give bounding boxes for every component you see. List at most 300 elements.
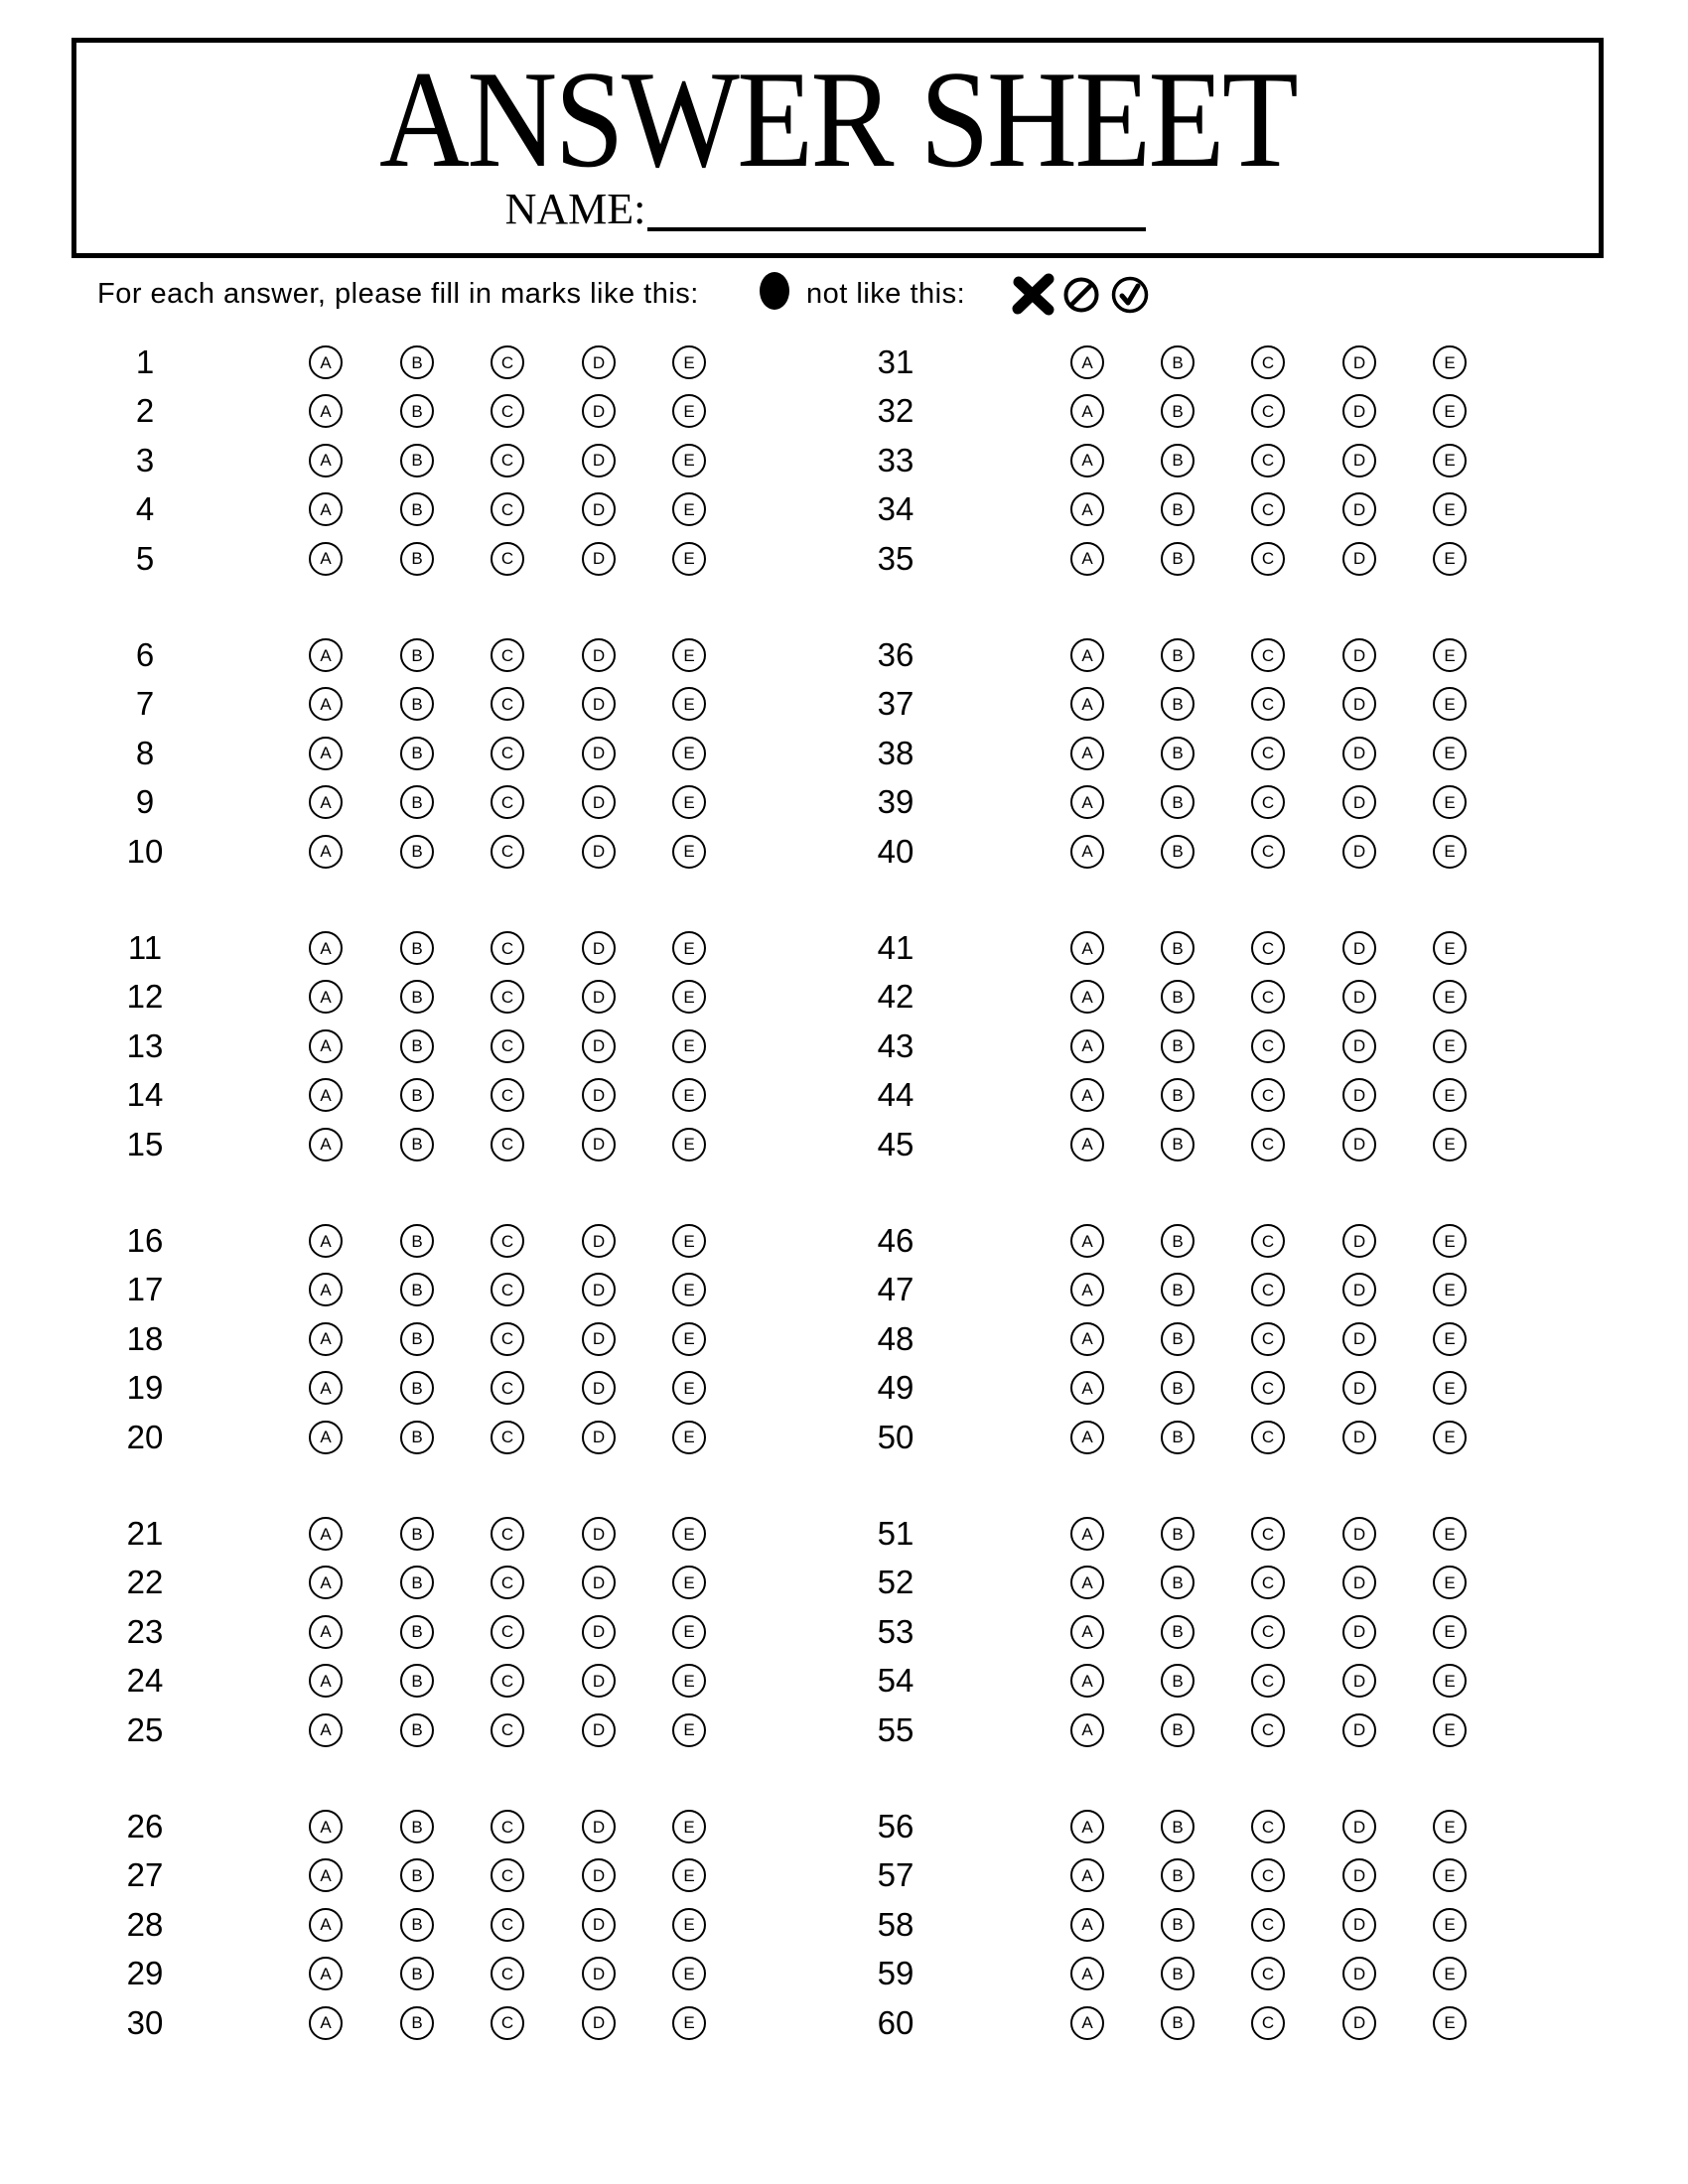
bubble-b[interactable]: B	[1161, 687, 1195, 721]
bubble-d[interactable]: D	[582, 835, 616, 869]
bubble-d[interactable]: D	[1342, 1273, 1376, 1306]
bubble-c[interactable]: C	[491, 1810, 524, 1843]
bubble-d[interactable]: D	[582, 1029, 616, 1063]
bubble-b[interactable]: B	[400, 1322, 434, 1356]
bubble-d[interactable]: D	[582, 444, 616, 478]
bubble-c[interactable]: C	[1251, 542, 1285, 576]
bubble-a[interactable]: A	[1070, 1517, 1104, 1551]
bubble-a[interactable]: A	[1070, 1858, 1104, 1892]
bubble-b[interactable]: B	[400, 542, 434, 576]
bubble-c[interactable]: C	[1251, 1810, 1285, 1843]
bubble-c[interactable]: C	[491, 1322, 524, 1356]
bubble-e[interactable]: E	[672, 1273, 706, 1306]
bubble-b[interactable]: B	[400, 1128, 434, 1161]
bubble-b[interactable]: B	[400, 638, 434, 672]
bubble-c[interactable]: C	[491, 1371, 524, 1405]
bubble-d[interactable]: D	[1342, 835, 1376, 869]
bubble-d[interactable]: D	[1342, 1322, 1376, 1356]
bubble-e[interactable]: E	[672, 1908, 706, 1942]
bubble-d[interactable]: D	[582, 1713, 616, 1747]
bubble-c[interactable]: C	[491, 931, 524, 965]
bubble-b[interactable]: B	[1161, 1128, 1195, 1161]
bubble-a[interactable]: A	[1070, 394, 1104, 428]
bubble-c[interactable]: C	[1251, 785, 1285, 819]
bubble-e[interactable]: E	[672, 1029, 706, 1063]
bubble-c[interactable]: C	[1251, 638, 1285, 672]
bubble-e[interactable]: E	[1433, 638, 1467, 672]
bubble-d[interactable]: D	[1342, 1566, 1376, 1599]
bubble-e[interactable]: E	[672, 1517, 706, 1551]
bubble-b[interactable]: B	[1161, 737, 1195, 770]
bubble-a[interactable]: A	[309, 1566, 343, 1599]
bubble-d[interactable]: D	[582, 2006, 616, 2040]
bubble-b[interactable]: B	[1161, 2006, 1195, 2040]
bubble-d[interactable]: D	[582, 1957, 616, 1990]
bubble-b[interactable]: B	[400, 2006, 434, 2040]
bubble-c[interactable]: C	[491, 2006, 524, 2040]
bubble-b[interactable]: B	[400, 1957, 434, 1990]
bubble-e[interactable]: E	[1433, 1322, 1467, 1356]
bubble-a[interactable]: A	[309, 980, 343, 1014]
bubble-b[interactable]: B	[400, 345, 434, 379]
bubble-a[interactable]: A	[309, 1322, 343, 1356]
bubble-e[interactable]: E	[1433, 737, 1467, 770]
bubble-a[interactable]: A	[309, 1908, 343, 1942]
bubble-d[interactable]: D	[582, 1517, 616, 1551]
bubble-a[interactable]: A	[1070, 1273, 1104, 1306]
bubble-e[interactable]: E	[672, 1810, 706, 1843]
bubble-c[interactable]: C	[1251, 444, 1285, 478]
bubble-c[interactable]: C	[491, 1858, 524, 1892]
bubble-a[interactable]: A	[1070, 1615, 1104, 1649]
bubble-b[interactable]: B	[400, 931, 434, 965]
bubble-b[interactable]: B	[1161, 1371, 1195, 1405]
bubble-b[interactable]: B	[1161, 931, 1195, 965]
bubble-e[interactable]: E	[672, 1224, 706, 1258]
bubble-a[interactable]: A	[309, 1421, 343, 1454]
bubble-d[interactable]: D	[1342, 1078, 1376, 1112]
bubble-a[interactable]: A	[1070, 444, 1104, 478]
bubble-e[interactable]: E	[1433, 1421, 1467, 1454]
bubble-b[interactable]: B	[1161, 785, 1195, 819]
bubble-d[interactable]: D	[582, 394, 616, 428]
bubble-a[interactable]: A	[1070, 687, 1104, 721]
bubble-c[interactable]: C	[491, 444, 524, 478]
bubble-d[interactable]: D	[1342, 492, 1376, 526]
bubble-d[interactable]: D	[1342, 785, 1376, 819]
bubble-d[interactable]: D	[1342, 687, 1376, 721]
bubble-a[interactable]: A	[1070, 542, 1104, 576]
bubble-e[interactable]: E	[672, 638, 706, 672]
bubble-c[interactable]: C	[1251, 737, 1285, 770]
bubble-e[interactable]: E	[672, 345, 706, 379]
bubble-c[interactable]: C	[491, 687, 524, 721]
bubble-d[interactable]: D	[1342, 1713, 1376, 1747]
bubble-e[interactable]: E	[672, 1615, 706, 1649]
bubble-e[interactable]: E	[1433, 542, 1467, 576]
bubble-d[interactable]: D	[582, 1273, 616, 1306]
bubble-c[interactable]: C	[491, 1566, 524, 1599]
bubble-b[interactable]: B	[1161, 1810, 1195, 1843]
bubble-a[interactable]: A	[309, 2006, 343, 2040]
bubble-a[interactable]: A	[1070, 1810, 1104, 1843]
bubble-c[interactable]: C	[491, 1029, 524, 1063]
bubble-d[interactable]: D	[1342, 2006, 1376, 2040]
bubble-b[interactable]: B	[400, 1029, 434, 1063]
bubble-a[interactable]: A	[1070, 1029, 1104, 1063]
bubble-e[interactable]: E	[1433, 785, 1467, 819]
bubble-a[interactable]: A	[309, 1128, 343, 1161]
bubble-d[interactable]: D	[1342, 1615, 1376, 1649]
bubble-c[interactable]: C	[1251, 1908, 1285, 1942]
bubble-d[interactable]: D	[1342, 931, 1376, 965]
bubble-a[interactable]: A	[1070, 1664, 1104, 1698]
bubble-b[interactable]: B	[400, 980, 434, 1014]
bubble-b[interactable]: B	[1161, 1078, 1195, 1112]
bubble-a[interactable]: A	[1070, 345, 1104, 379]
bubble-d[interactable]: D	[1342, 1421, 1376, 1454]
bubble-e[interactable]: E	[1433, 1858, 1467, 1892]
bubble-b[interactable]: B	[400, 1273, 434, 1306]
bubble-e[interactable]: E	[1433, 1029, 1467, 1063]
bubble-a[interactable]: A	[1070, 1421, 1104, 1454]
bubble-e[interactable]: E	[1433, 1371, 1467, 1405]
bubble-b[interactable]: B	[400, 1224, 434, 1258]
bubble-e[interactable]: E	[1433, 1273, 1467, 1306]
bubble-a[interactable]: A	[1070, 737, 1104, 770]
bubble-d[interactable]: D	[1342, 980, 1376, 1014]
bubble-c[interactable]: C	[491, 638, 524, 672]
bubble-a[interactable]: A	[309, 687, 343, 721]
bubble-d[interactable]: D	[582, 737, 616, 770]
bubble-b[interactable]: B	[400, 394, 434, 428]
bubble-c[interactable]: C	[491, 1273, 524, 1306]
bubble-d[interactable]: D	[582, 542, 616, 576]
bubble-d[interactable]: D	[1342, 1371, 1376, 1405]
bubble-d[interactable]: D	[582, 1566, 616, 1599]
bubble-a[interactable]: A	[1070, 980, 1104, 1014]
bubble-a[interactable]: A	[309, 394, 343, 428]
bubble-e[interactable]: E	[1433, 1810, 1467, 1843]
bubble-d[interactable]: D	[582, 1224, 616, 1258]
bubble-d[interactable]: D	[1342, 1810, 1376, 1843]
bubble-d[interactable]: D	[1342, 737, 1376, 770]
bubble-d[interactable]: D	[582, 687, 616, 721]
bubble-b[interactable]: B	[1161, 1908, 1195, 1942]
bubble-c[interactable]: C	[1251, 1517, 1285, 1551]
bubble-b[interactable]: B	[1161, 1029, 1195, 1063]
bubble-b[interactable]: B	[1161, 492, 1195, 526]
bubble-b[interactable]: B	[400, 1371, 434, 1405]
bubble-a[interactable]: A	[1070, 1957, 1104, 1990]
bubble-b[interactable]: B	[400, 1858, 434, 1892]
bubble-c[interactable]: C	[1251, 835, 1285, 869]
bubble-d[interactable]: D	[1342, 1128, 1376, 1161]
bubble-b[interactable]: B	[400, 1664, 434, 1698]
bubble-b[interactable]: B	[1161, 1957, 1195, 1990]
bubble-c[interactable]: C	[491, 1713, 524, 1747]
bubble-c[interactable]: C	[1251, 345, 1285, 379]
bubble-a[interactable]: A	[309, 1273, 343, 1306]
bubble-e[interactable]: E	[1433, 1615, 1467, 1649]
bubble-c[interactable]: C	[1251, 687, 1285, 721]
bubble-c[interactable]: C	[491, 1078, 524, 1112]
bubble-a[interactable]: A	[309, 1810, 343, 1843]
bubble-b[interactable]: B	[1161, 835, 1195, 869]
bubble-d[interactable]: D	[582, 1615, 616, 1649]
bubble-d[interactable]: D	[1342, 1664, 1376, 1698]
bubble-a[interactable]: A	[1070, 638, 1104, 672]
bubble-a[interactable]: A	[309, 1517, 343, 1551]
bubble-e[interactable]: E	[1433, 394, 1467, 428]
bubble-b[interactable]: B	[1161, 980, 1195, 1014]
bubble-e[interactable]: E	[672, 1128, 706, 1161]
bubble-a[interactable]: A	[1070, 1078, 1104, 1112]
bubble-c[interactable]: C	[491, 1224, 524, 1258]
bubble-b[interactable]: B	[1161, 1421, 1195, 1454]
bubble-a[interactable]: A	[309, 1713, 343, 1747]
bubble-a[interactable]: A	[309, 785, 343, 819]
bubble-d[interactable]: D	[582, 492, 616, 526]
bubble-b[interactable]: B	[1161, 1664, 1195, 1698]
bubble-a[interactable]: A	[1070, 492, 1104, 526]
bubble-b[interactable]: B	[400, 1566, 434, 1599]
bubble-a[interactable]: A	[309, 737, 343, 770]
bubble-e[interactable]: E	[1433, 2006, 1467, 2040]
bubble-c[interactable]: C	[1251, 492, 1285, 526]
bubble-d[interactable]: D	[1342, 542, 1376, 576]
bubble-c[interactable]: C	[491, 492, 524, 526]
bubble-b[interactable]: B	[1161, 444, 1195, 478]
bubble-d[interactable]: D	[582, 1078, 616, 1112]
bubble-a[interactable]: A	[309, 1858, 343, 1892]
bubble-b[interactable]: B	[1161, 638, 1195, 672]
bubble-c[interactable]: C	[491, 785, 524, 819]
bubble-e[interactable]: E	[1433, 1224, 1467, 1258]
bubble-c[interactable]: C	[1251, 1371, 1285, 1405]
bubble-e[interactable]: E	[672, 1371, 706, 1405]
bubble-e[interactable]: E	[672, 1858, 706, 1892]
bubble-e[interactable]: E	[672, 980, 706, 1014]
bubble-e[interactable]: E	[672, 492, 706, 526]
bubble-d[interactable]: D	[582, 1664, 616, 1698]
bubble-d[interactable]: D	[582, 345, 616, 379]
bubble-d[interactable]: D	[582, 1322, 616, 1356]
bubble-e[interactable]: E	[1433, 931, 1467, 965]
bubble-c[interactable]: C	[1251, 1713, 1285, 1747]
bubble-a[interactable]: A	[1070, 1224, 1104, 1258]
bubble-a[interactable]: A	[309, 835, 343, 869]
bubble-e[interactable]: E	[1433, 980, 1467, 1014]
bubble-a[interactable]: A	[309, 345, 343, 379]
bubble-b[interactable]: B	[1161, 1224, 1195, 1258]
bubble-b[interactable]: B	[400, 785, 434, 819]
bubble-c[interactable]: C	[1251, 1273, 1285, 1306]
bubble-b[interactable]: B	[1161, 1713, 1195, 1747]
bubble-c[interactable]: C	[491, 1421, 524, 1454]
bubble-d[interactable]: D	[582, 1908, 616, 1942]
bubble-a[interactable]: A	[309, 444, 343, 478]
bubble-c[interactable]: C	[1251, 1128, 1285, 1161]
bubble-e[interactable]: E	[672, 1322, 706, 1356]
bubble-c[interactable]: C	[491, 1615, 524, 1649]
bubble-e[interactable]: E	[1433, 492, 1467, 526]
bubble-e[interactable]: E	[672, 444, 706, 478]
bubble-c[interactable]: C	[1251, 1421, 1285, 1454]
bubble-e[interactable]: E	[1433, 835, 1467, 869]
bubble-a[interactable]: A	[1070, 1713, 1104, 1747]
bubble-e[interactable]: E	[1433, 1957, 1467, 1990]
bubble-e[interactable]: E	[672, 1566, 706, 1599]
bubble-b[interactable]: B	[1161, 1517, 1195, 1551]
bubble-c[interactable]: C	[1251, 980, 1285, 1014]
bubble-d[interactable]: D	[582, 1810, 616, 1843]
bubble-d[interactable]: D	[1342, 638, 1376, 672]
bubble-a[interactable]: A	[309, 638, 343, 672]
bubble-a[interactable]: A	[1070, 835, 1104, 869]
bubble-c[interactable]: C	[1251, 1615, 1285, 1649]
bubble-c[interactable]: C	[491, 835, 524, 869]
bubble-e[interactable]: E	[672, 1664, 706, 1698]
bubble-a[interactable]: A	[1070, 1908, 1104, 1942]
bubble-b[interactable]: B	[400, 444, 434, 478]
bubble-d[interactable]: D	[582, 1421, 616, 1454]
bubble-c[interactable]: C	[1251, 1322, 1285, 1356]
bubble-b[interactable]: B	[1161, 1322, 1195, 1356]
bubble-d[interactable]: D	[1342, 1858, 1376, 1892]
bubble-b[interactable]: B	[400, 492, 434, 526]
bubble-e[interactable]: E	[672, 2006, 706, 2040]
bubble-d[interactable]: D	[1342, 1957, 1376, 1990]
bubble-e[interactable]: E	[672, 785, 706, 819]
bubble-e[interactable]: E	[672, 542, 706, 576]
bubble-c[interactable]: C	[491, 394, 524, 428]
bubble-e[interactable]: E	[672, 931, 706, 965]
bubble-c[interactable]: C	[1251, 2006, 1285, 2040]
bubble-a[interactable]: A	[1070, 2006, 1104, 2040]
bubble-e[interactable]: E	[1433, 345, 1467, 379]
bubble-d[interactable]: D	[582, 931, 616, 965]
bubble-b[interactable]: B	[1161, 1858, 1195, 1892]
bubble-b[interactable]: B	[1161, 1566, 1195, 1599]
bubble-a[interactable]: A	[309, 1957, 343, 1990]
bubble-a[interactable]: A	[1070, 1128, 1104, 1161]
bubble-d[interactable]: D	[582, 785, 616, 819]
bubble-a[interactable]: A	[309, 1029, 343, 1063]
bubble-c[interactable]: C	[1251, 931, 1285, 965]
bubble-e[interactable]: E	[672, 1957, 706, 1990]
bubble-c[interactable]: C	[1251, 1664, 1285, 1698]
bubble-b[interactable]: B	[400, 1615, 434, 1649]
bubble-e[interactable]: E	[672, 394, 706, 428]
bubble-a[interactable]: A	[309, 542, 343, 576]
bubble-e[interactable]: E	[672, 1713, 706, 1747]
bubble-b[interactable]: B	[1161, 542, 1195, 576]
bubble-d[interactable]: D	[582, 638, 616, 672]
bubble-b[interactable]: B	[400, 835, 434, 869]
bubble-e[interactable]: E	[1433, 444, 1467, 478]
bubble-c[interactable]: C	[1251, 1566, 1285, 1599]
bubble-e[interactable]: E	[1433, 1517, 1467, 1551]
bubble-e[interactable]: E	[1433, 1078, 1467, 1112]
bubble-e[interactable]: E	[672, 835, 706, 869]
bubble-c[interactable]: C	[491, 542, 524, 576]
bubble-b[interactable]: B	[400, 1908, 434, 1942]
bubble-c[interactable]: C	[491, 1664, 524, 1698]
bubble-e[interactable]: E	[1433, 1128, 1467, 1161]
bubble-e[interactable]: E	[1433, 1713, 1467, 1747]
bubble-a[interactable]: A	[309, 1615, 343, 1649]
bubble-e[interactable]: E	[1433, 687, 1467, 721]
bubble-b[interactable]: B	[400, 687, 434, 721]
bubble-b[interactable]: B	[400, 1421, 434, 1454]
bubble-a[interactable]: A	[309, 1224, 343, 1258]
bubble-a[interactable]: A	[309, 492, 343, 526]
bubble-b[interactable]: B	[400, 1810, 434, 1843]
bubble-e[interactable]: E	[672, 687, 706, 721]
bubble-a[interactable]: A	[1070, 931, 1104, 965]
bubble-a[interactable]: A	[309, 1371, 343, 1405]
bubble-b[interactable]: B	[400, 1517, 434, 1551]
bubble-d[interactable]: D	[1342, 345, 1376, 379]
bubble-a[interactable]: A	[1070, 1566, 1104, 1599]
bubble-b[interactable]: B	[400, 1713, 434, 1747]
bubble-c[interactable]: C	[491, 737, 524, 770]
bubble-d[interactable]: D	[1342, 1029, 1376, 1063]
bubble-b[interactable]: B	[1161, 1615, 1195, 1649]
bubble-d[interactable]: D	[582, 1858, 616, 1892]
bubble-d[interactable]: D	[582, 980, 616, 1014]
bubble-c[interactable]: C	[1251, 1957, 1285, 1990]
bubble-c[interactable]: C	[491, 345, 524, 379]
bubble-a[interactable]: A	[309, 1078, 343, 1112]
bubble-d[interactable]: D	[1342, 1224, 1376, 1258]
bubble-d[interactable]: D	[1342, 1908, 1376, 1942]
bubble-e[interactable]: E	[1433, 1908, 1467, 1942]
bubble-b[interactable]: B	[400, 1078, 434, 1112]
bubble-b[interactable]: B	[1161, 345, 1195, 379]
bubble-d[interactable]: D	[582, 1128, 616, 1161]
bubble-c[interactable]: C	[491, 1128, 524, 1161]
bubble-d[interactable]: D	[582, 1371, 616, 1405]
bubble-e[interactable]: E	[672, 1421, 706, 1454]
bubble-a[interactable]: A	[309, 931, 343, 965]
bubble-e[interactable]: E	[672, 1078, 706, 1112]
bubble-d[interactable]: D	[1342, 394, 1376, 428]
bubble-c[interactable]: C	[491, 1957, 524, 1990]
bubble-c[interactable]: C	[1251, 1224, 1285, 1258]
bubble-a[interactable]: A	[1070, 785, 1104, 819]
bubble-e[interactable]: E	[1433, 1566, 1467, 1599]
bubble-c[interactable]: C	[1251, 394, 1285, 428]
bubble-c[interactable]: C	[491, 1908, 524, 1942]
bubble-c[interactable]: C	[1251, 1078, 1285, 1112]
bubble-e[interactable]: E	[1433, 1664, 1467, 1698]
bubble-c[interactable]: C	[1251, 1858, 1285, 1892]
bubble-b[interactable]: B	[1161, 1273, 1195, 1306]
bubble-e[interactable]: E	[672, 737, 706, 770]
bubble-d[interactable]: D	[1342, 1517, 1376, 1551]
bubble-c[interactable]: C	[491, 1517, 524, 1551]
bubble-b[interactable]: B	[400, 737, 434, 770]
bubble-a[interactable]: A	[1070, 1371, 1104, 1405]
bubble-c[interactable]: C	[491, 980, 524, 1014]
bubble-a[interactable]: A	[309, 1664, 343, 1698]
bubble-b[interactable]: B	[1161, 394, 1195, 428]
bubble-c[interactable]: C	[1251, 1029, 1285, 1063]
bubble-d[interactable]: D	[1342, 444, 1376, 478]
bubble-a[interactable]: A	[1070, 1322, 1104, 1356]
